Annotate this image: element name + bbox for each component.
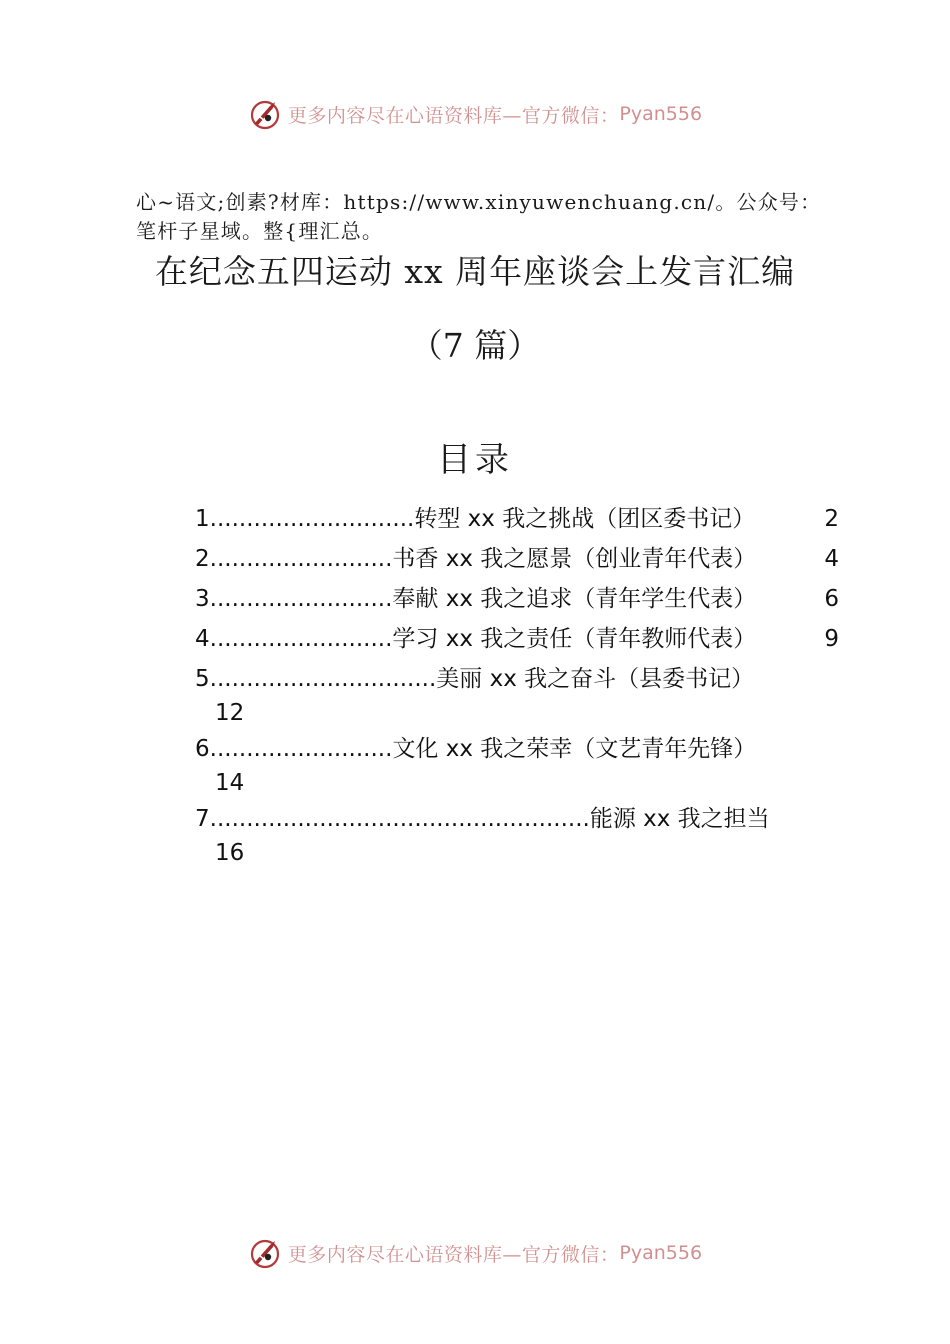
- document-title: 在纪念五四运动 xx 周年座谈会上发言汇编: [154, 252, 796, 291]
- header-banner: [0, 94, 950, 134]
- toc-item-number: 6: [195, 736, 210, 762]
- toc-item[interactable]: [195, 660, 845, 730]
- toc-item-title: 能源 xx 我之担当: [589, 806, 770, 832]
- toc-heading: 目录: [437, 440, 513, 480]
- toc-item-leader: .........................: [209, 586, 393, 612]
- document-subtitle: （7 篇）: [409, 326, 541, 365]
- toc-item-title: 文化 xx 我之荣幸（文艺青年先锋）: [392, 736, 757, 762]
- toc-item-number: 4: [195, 626, 210, 652]
- toc-item-page: 4: [824, 546, 839, 572]
- toc-item-leader: .........................: [209, 626, 393, 652]
- toc-item-page: 6: [824, 586, 839, 612]
- toc-item-leader: ....................................................: [209, 806, 590, 832]
- toc-item[interactable]: [195, 500, 845, 540]
- toc-item-number: 5: [195, 666, 210, 692]
- toc-item-leader: ...............................: [209, 666, 437, 692]
- toc-item-title: 转型 xx 我之挑战（团区委书记）: [414, 506, 756, 532]
- toc-item[interactable]: [195, 800, 845, 870]
- toc-item-page: 16: [215, 840, 245, 866]
- toc-item-page: 9: [824, 626, 839, 652]
- banner-text: 更多内容尽在心语资料库—官方微信：: [287, 1243, 620, 1266]
- quill-pen-seal-icon: [248, 97, 282, 131]
- toc-item[interactable]: [195, 620, 845, 660]
- toc-item-page: 2: [824, 506, 839, 532]
- toc-item[interactable]: [195, 540, 845, 580]
- table-of-contents: [195, 500, 845, 870]
- toc-item-title: 书香 xx 我之愿景（创业青年代表）: [392, 546, 757, 572]
- toc-item-number: 3: [195, 586, 210, 612]
- wechat-id: Pyan556: [619, 1242, 703, 1264]
- quill-pen-seal-icon: [248, 1236, 282, 1270]
- footer-banner: [0, 1233, 950, 1273]
- toc-item-title: 学习 xx 我之责任（青年教师代表）: [392, 626, 757, 652]
- toc-item-leader: ............................: [209, 506, 415, 532]
- toc-item-title: 奉献 xx 我之追求（青年学生代表）: [392, 586, 757, 612]
- toc-item-title: 美丽 xx 我之奋斗（县委书记）: [436, 666, 755, 692]
- toc-item-number: 7: [195, 806, 210, 832]
- toc-item-leader: .........................: [209, 546, 393, 572]
- banner-text: 更多内容尽在心语资料库—官方微信：: [287, 104, 620, 127]
- toc-item-leader: .........................: [209, 736, 393, 762]
- toc-item-page: 14: [215, 770, 245, 796]
- wechat-id: Pyan556: [619, 103, 703, 125]
- toc-item[interactable]: [195, 730, 845, 800]
- source-note: 心~语文;创素?材库：https://www.xinyuwenchuang.cn/。公众号：笔杆子星域。整{理汇总。: [136, 190, 822, 243]
- toc-item-number: 1: [195, 506, 210, 532]
- toc-item-number: 2: [195, 546, 210, 572]
- toc-item[interactable]: [195, 580, 845, 620]
- toc-item-page: 12: [215, 700, 245, 726]
